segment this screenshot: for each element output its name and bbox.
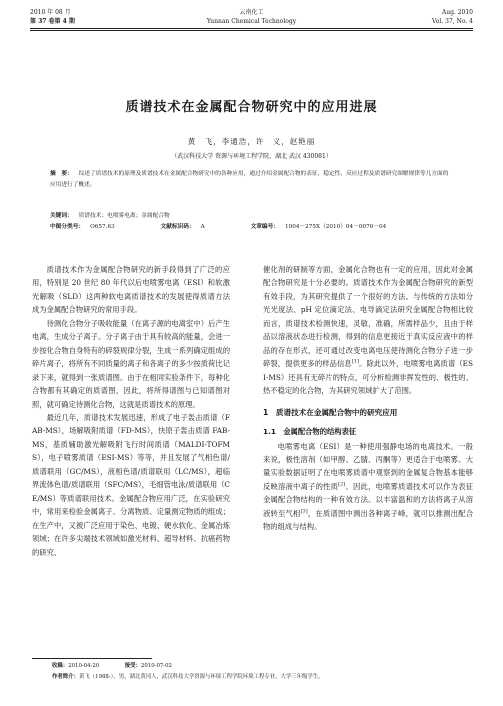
received-label: 收稿： xyxy=(52,663,69,669)
body-paragraph: 最近几年，质谱技术发展迅速，形成了电子轰击质谱（FAB-MS），场解吸附质谱（FD-MS），快原子轰击质谱 FAB-MS，基质辅助激光解吸附飞行时间质谱（MALDI-TOFMS），电子喷雾质谱（ESI-MS）等等，并且发展了气相色谱/质谱联用（GC/MS），液相色谱/质谱联用（LC/MS），超临界流体色谱/质谱联用（SFC/MS），毛细管电泳/质谱联用（CE/MS）等质谱联用技术。金属配合物应用广泛，在实验研究中，常用来检验金属离子、分离物质、定量测定物质的组成；在生产中，又被广泛应用于染色、电镀、硬水软化、金属冶炼领域；在许多尖端技术领域如激光材料、超导材料、抗癌药物的研究、 xyxy=(32,412,230,557)
journal-name-cn: 云南化工 xyxy=(239,9,264,16)
running-header xyxy=(0,0,503,50)
author-bio-label: 作者简介： xyxy=(52,674,79,680)
clc-number: O657.63 xyxy=(90,224,115,230)
footnote-dates xyxy=(52,662,172,671)
header-center xyxy=(0,8,503,26)
issue-date-en: Aug. 2010 xyxy=(441,9,473,16)
left-column xyxy=(32,263,230,559)
paragraph-text: 电喷雾电离（ESI）是一种使用强静电场的电离技术。一般来说，极性溶剂（如甲醇、乙腈、丙酮等）更适合于电喷雾。大量实验数据证明了在电喷雾质谱中观察到的金属复合物基本能够反映溶液中离子的性质 xyxy=(263,441,473,491)
article-no-label: 文章编号： xyxy=(250,224,279,230)
body-paragraph xyxy=(263,263,473,398)
article-meta xyxy=(50,211,470,233)
received-date: 2010-04-20 xyxy=(68,663,100,669)
paragraph-text: 。因此，电喷雾质谱技术可以作为表征金属配合物结构的一种有效方法。以丰富温和的方法将离子从溶液转至气相 xyxy=(263,481,474,518)
issue-date: 2010 年 08 月 xyxy=(30,9,71,16)
abstract-label: 摘 要： xyxy=(50,171,73,177)
header-rule-thin xyxy=(30,30,473,31)
affiliation: （武汉科技大学 资源与环境工程学院，湖北 武汉 430081） xyxy=(171,153,332,160)
doc-code: A xyxy=(200,224,205,230)
volume-issue: 第 37 卷第 4 期 xyxy=(30,18,75,25)
section-heading: 1 质谱技术在金属配合物中的研究应用 xyxy=(263,407,398,417)
accepted-label: 接受： xyxy=(124,663,141,669)
keywords-line xyxy=(50,211,470,222)
citation-ref[interactable]: [1] xyxy=(351,358,359,365)
author-list: 黄 飞，李通浩，许 义，赵艳丽 xyxy=(187,137,316,146)
body-paragraph: 待测化合物分子吸收能量（在离子源的电离室中）后产生电离，生成分子离子。分子离子由于具有较高的能量，会进一步按化合物自身特有的碎裂规律分裂，生成一系列确定组成的碎片离子，将所有不同质量的离子和各离子的多少按质荷比记录下来，就得到一张质谱图。由于在相同实验条件下，每种化合物都有其确定的质谱图，因此，将所得谱图与已知谱图对照，就可确定待测化合物，这就是质谱技术的原理。 xyxy=(32,318,230,409)
author-bio: 黄飞（1988-），男，湖北黄冈人，武汉科技大学资源与环境工程学院环境工程专业，大学三年级学生。 xyxy=(78,674,324,680)
volume-issue-en: Vol. 37, No. 4 xyxy=(432,18,473,25)
citation-ref[interactable]: [2] xyxy=(338,481,346,488)
article-title: 质谱技术在金属配合物研究中的应用进展 xyxy=(125,100,378,115)
right-column xyxy=(263,263,473,534)
header-right xyxy=(432,8,473,26)
accepted-date: 2010-07-02 xyxy=(140,663,172,669)
keywords: 质谱技术；电喷雾电离；金属配合物 xyxy=(78,213,170,219)
body-paragraph xyxy=(263,440,473,534)
footnote-author xyxy=(52,673,324,682)
doc-code-label: 文献标识码： xyxy=(160,224,195,230)
clc-label: 中图分类号： xyxy=(50,224,85,230)
classification-line xyxy=(50,222,470,233)
article-number: 1004－275X（2010）04－0076－04 xyxy=(285,224,387,230)
journal-name-en: Yunnan Chemical Technology xyxy=(206,18,297,25)
body-paragraph: 质谱技术作为金属配合物研究的新手段得到了广泛的应用，特别是 20 世纪 80 年代以后电喷雾电离（ESI）和软激光解吸（SLD）这两种软电离质谱技术的发展使得质谱方法成为金属配合物研究的常用手段。 xyxy=(32,265,230,315)
paragraph-text: ，在质谱图中测出各种离子峰，就可以推测出配合物的组成与结构。 xyxy=(263,508,474,532)
paragraph-text: 。除此以外，电喷雾电离质谱（ESI-MS）还具有无碎片的特点，可分析检测非挥发性的、极性的、热不稳定的化合物，为其研究领域扩大了范围。 xyxy=(263,359,474,396)
paragraph-text: 催化剂的研制等方面，金属化合物也有一定的应用，因此对金属配合物研究是十分必要的。质谱技术作为金属配合物研究的新型有效手段，为其研究提供了一个很好的方法。与传统的方法如分光光度法、pH 定位滴定法、电导滴定法研究金属配合物相比较而言，质谱技术检测快速，灵敏，准确，所需样品少，且由于样品以溶液状态进行检测，得到的信息更接近于真实反应液中的样品的存在形式，还可通过改变电离电压使待测化合物分子进一步碎裂，提供更多的样品信息 xyxy=(263,265,473,369)
subsection-heading: 1.1 金属配合物的结构表征 xyxy=(263,426,357,436)
abstract xyxy=(50,169,450,191)
abstract-text: 综述了质谱技术的原理及质谱技术在金属配合物研究中的各种应用，通过介绍金属配合物的表征、稳定性、反应过程及质谱研究图解规律等几方面的应用进行了概述。 xyxy=(50,171,449,188)
footnote-rule xyxy=(32,658,152,659)
keywords-label: 关键词： xyxy=(50,213,73,219)
header-rule xyxy=(30,28,473,29)
citation-ref[interactable]: [3] xyxy=(300,508,308,515)
